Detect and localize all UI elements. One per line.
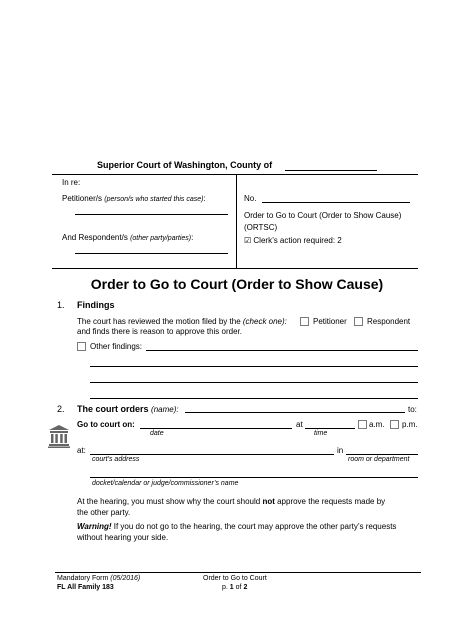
other-findings-line-3[interactable]: [90, 382, 418, 383]
name-note: (name):: [151, 405, 179, 414]
clerk-checkbox-icon: ☑: [244, 236, 252, 245]
case-number-field[interactable]: [262, 202, 410, 203]
warning-label: Warning!: [77, 522, 112, 531]
section2-heading: The court orders: [77, 404, 149, 414]
date-caption: date: [150, 430, 164, 437]
form-id: FL All Family 183: [57, 584, 114, 591]
docket-caption: docket/calendar or judge/commissioner’s name: [92, 480, 239, 487]
page-prefix: p.: [222, 584, 230, 591]
other-findings-line-2[interactable]: [90, 366, 418, 367]
petitioner-option-label: Petitioner: [313, 317, 347, 326]
petitioner-checkbox[interactable]: [300, 317, 309, 326]
caption-top-border: [52, 174, 418, 175]
hearing-not: not: [262, 497, 275, 506]
court-line-text: Superior Court of Washington, County of: [97, 160, 273, 170]
form-date: (05/2016): [110, 575, 141, 582]
petitioner-label: [62, 194, 206, 203]
page-of: of: [233, 584, 244, 591]
in-label: in: [337, 446, 344, 455]
room-department-field[interactable]: [346, 454, 418, 455]
warning-line2: without hearing your side.: [77, 533, 169, 542]
footer-rule: [55, 572, 421, 573]
courthouse-icon: [48, 424, 70, 448]
other-findings-label: Other findings:: [90, 342, 143, 351]
warning-text-part1: If you do not go to the hearing, the court may approve the other party’s requests: [111, 522, 397, 531]
respondent-label: [62, 233, 193, 242]
respondent-checkbox[interactable]: [354, 317, 363, 326]
page-number: [222, 584, 247, 591]
court-heading: [97, 160, 272, 170]
respondent-colon: :: [191, 233, 194, 242]
doc-title-line1: Order to Go to Court (Order to Show Cause): [244, 211, 402, 220]
warning-line1: [77, 522, 396, 531]
respondent-note: (other party/parties): [130, 235, 192, 242]
am-label: a.m.: [369, 420, 385, 429]
petitioner-colon: :: [203, 194, 206, 203]
at-address-label: at:: [77, 446, 86, 455]
hearing-text-line1: [77, 497, 385, 506]
am-checkbox[interactable]: [358, 420, 367, 429]
findings-text-part1: The court has reviewed the motion filed by the: [77, 317, 243, 326]
respondent-name-field[interactable]: [75, 253, 228, 254]
other-findings-checkbox[interactable]: [77, 342, 86, 351]
respondent-label-text: And Respondent/s: [62, 233, 128, 242]
in-re-label: In re:: [62, 178, 81, 187]
clerk-action-text: Clerk’s action required: 2: [253, 236, 342, 245]
caption-bottom-border: [52, 268, 418, 269]
petitioner-note: (person/s who started this case): [104, 196, 204, 203]
check-one-note: (check one):: [242, 317, 287, 326]
clerk-action-row: [244, 236, 342, 245]
time-caption: time: [314, 430, 328, 437]
pm-checkbox[interactable]: [390, 420, 399, 429]
court-orders-row: [77, 404, 179, 414]
hearing-text-line2: the other party.: [77, 508, 131, 517]
findings-text-line2: and finds there is reason to approve this order.: [77, 327, 242, 336]
go-to-court-label: Go to court on:: [77, 420, 135, 429]
court-address-field[interactable]: [90, 454, 334, 455]
other-findings-field[interactable]: [146, 350, 418, 351]
form-title: Order to Go to Court (Order to Show Cause): [90, 276, 384, 292]
mandatory-form-text: Mandatory Form: [57, 575, 111, 582]
to-label: to:: [408, 405, 417, 414]
room-department-caption: room or department: [348, 456, 410, 463]
page-total: 2: [243, 584, 248, 591]
findings-text-line1: [77, 317, 287, 326]
hearing-date-field[interactable]: [140, 428, 292, 429]
petitioner-label-text: Petitioner/s: [62, 194, 103, 203]
section1-heading: Findings: [77, 300, 115, 310]
doc-title-line2: (ORTSC): [244, 223, 278, 232]
docket-field[interactable]: [90, 477, 418, 478]
pm-label: p.m.: [402, 420, 418, 429]
ordered-party-name-field[interactable]: [185, 412, 405, 413]
section2-number: 2.: [57, 404, 65, 414]
footer-form-line: [57, 575, 140, 582]
hearing-time-field[interactable]: [305, 428, 355, 429]
at-time-label: at: [296, 420, 303, 429]
page-current: 1: [229, 584, 234, 591]
hearing-text-part1: At the hearing, you must show why the court should: [77, 497, 263, 506]
section1-number: 1.: [57, 300, 65, 310]
county-field[interactable]: [285, 170, 377, 171]
hearing-text-part2: approve the requests made by: [274, 497, 386, 506]
petitioner-name-field[interactable]: [75, 214, 228, 215]
respondent-option-label: Respondent: [367, 317, 411, 326]
court-address-caption: court’s address: [92, 456, 140, 463]
case-no-label: No.: [244, 194, 257, 203]
footer-doc-title: Order to Go to Court: [203, 575, 267, 582]
caption-divider: [236, 175, 237, 268]
other-findings-line-4[interactable]: [90, 398, 418, 399]
